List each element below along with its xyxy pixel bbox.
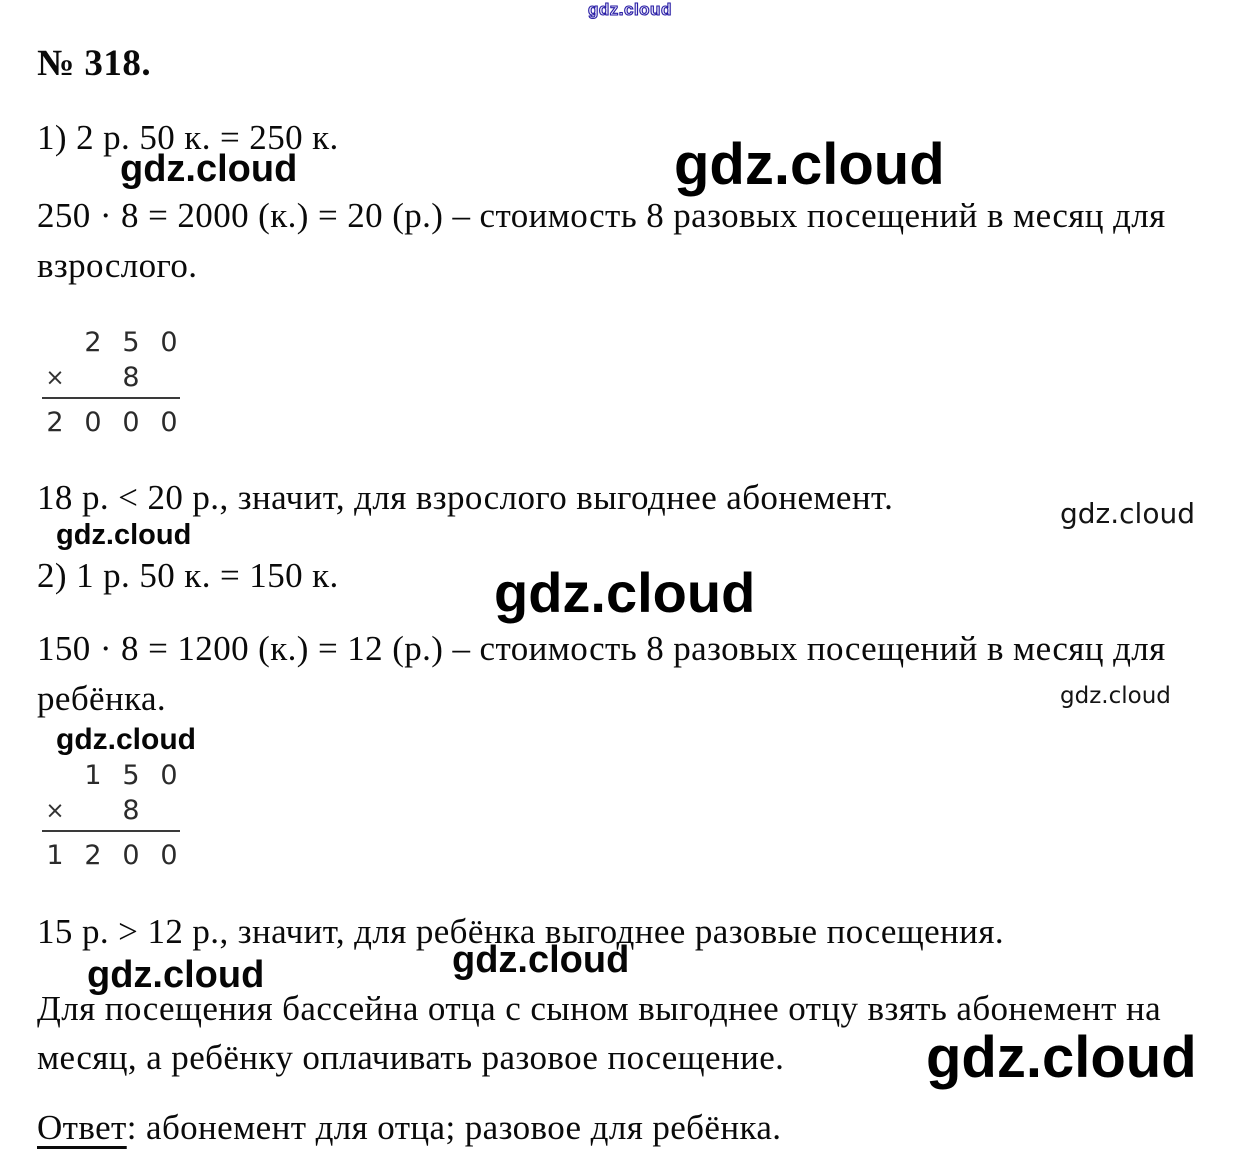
- digit-cell: 8: [122, 362, 140, 393]
- part1-calculation-line-wrap: взрослого.: [37, 246, 198, 285]
- watermark-gdz-cloud-large: gdz.cloud: [494, 561, 756, 624]
- watermark-gdz-cloud: gdz.cloud: [87, 954, 265, 996]
- multiplicand-row: [36, 757, 192, 794]
- watermark-gdz-cloud-top: gdz.cloud: [588, 0, 672, 19]
- answer-text: : абонемент для отца; разовое для ребёнка.: [126, 1108, 782, 1147]
- empty-cell: [150, 361, 188, 395]
- digit-cell: 0: [122, 840, 140, 871]
- part1-conversion-line: 1) 2 р. 50 к. = 250 к.: [37, 118, 339, 157]
- empty-cell: [150, 794, 188, 828]
- product-row: [36, 837, 192, 874]
- digit-cell: 0: [122, 407, 140, 438]
- digit-cell: 5: [122, 327, 140, 358]
- multiplication-block-2: [36, 757, 192, 874]
- multiply-sign: ×: [45, 365, 65, 391]
- multiplicand-row: [36, 324, 192, 361]
- part2-conversion-line: 2) 1 р. 50 к. = 150 к.: [37, 556, 339, 595]
- part1-calculation-line: 250 · 8 = 2000 (к.) = 20 (р.) – стоимость 8 разовых посещений в месяц для: [37, 196, 1166, 235]
- part2-conclusion-line: 15 р. > 12 р., значит, для ребёнка выгоднее разовые посещения.: [37, 912, 1004, 951]
- multiply-sign: ×: [45, 798, 65, 824]
- empty-cell: [74, 794, 112, 828]
- part2-calculation-line: 150 · 8 = 1200 (к.) = 12 (р.) – стоимость 8 разовых посещений в месяц для: [37, 629, 1166, 668]
- watermark-gdz-cloud: gdz.cloud: [120, 148, 298, 190]
- watermark-gdz-cloud: gdz.cloud: [56, 723, 196, 756]
- empty-cell: [74, 361, 112, 395]
- watermark-gdz-cloud-large: gdz.cloud: [926, 1025, 1197, 1090]
- digit-cell: 0: [160, 327, 178, 358]
- digit-cell: 1: [46, 840, 64, 871]
- product-row: [36, 404, 192, 441]
- digit-cell: 5: [122, 760, 140, 791]
- part1-conclusion-line: 18 р. < 20 р., значит, для взрослого выгоднее абонемент.: [37, 478, 894, 517]
- digit-cell: 2: [46, 407, 64, 438]
- empty-cell: [36, 757, 74, 794]
- digit-cell: 0: [160, 760, 178, 791]
- answer-line: [37, 1108, 781, 1148]
- digit-cell: 8: [122, 795, 140, 826]
- summary-line-2: месяц, а ребёнку оплачивать разовое посещение.: [37, 1038, 785, 1077]
- summary-line-1: Для посещения бассейна отца с сыном выгоднее отцу взять абонемент на: [37, 989, 1162, 1028]
- multiplication-block-1: [36, 324, 192, 441]
- answer-label: Ответ: [37, 1108, 127, 1147]
- digit-cell: 2: [84, 840, 102, 871]
- digit-cell: 2: [84, 327, 102, 358]
- problem-number: № 318.: [37, 43, 152, 84]
- watermark-gdz-cloud: gdz.cloud: [1060, 497, 1195, 530]
- watermark-gdz-cloud: gdz.cloud: [452, 939, 630, 981]
- digit-cell: 0: [160, 840, 178, 871]
- multiplication-rule-line: [42, 830, 180, 832]
- watermark-gdz-cloud-large: gdz.cloud: [674, 132, 945, 197]
- part2-calculation-line-wrap: ребёнка.: [37, 679, 167, 718]
- watermark-gdz-cloud: gdz.cloud: [56, 519, 192, 551]
- digit-cell: 0: [160, 407, 178, 438]
- multiplier-row: [36, 361, 192, 395]
- multiplier-row: [36, 794, 192, 828]
- empty-cell: [36, 324, 74, 361]
- watermark-gdz-cloud: gdz.cloud: [1060, 683, 1171, 709]
- digit-cell: 0: [84, 407, 102, 438]
- multiplication-rule-line: [42, 397, 180, 399]
- digit-cell: 1: [84, 760, 102, 791]
